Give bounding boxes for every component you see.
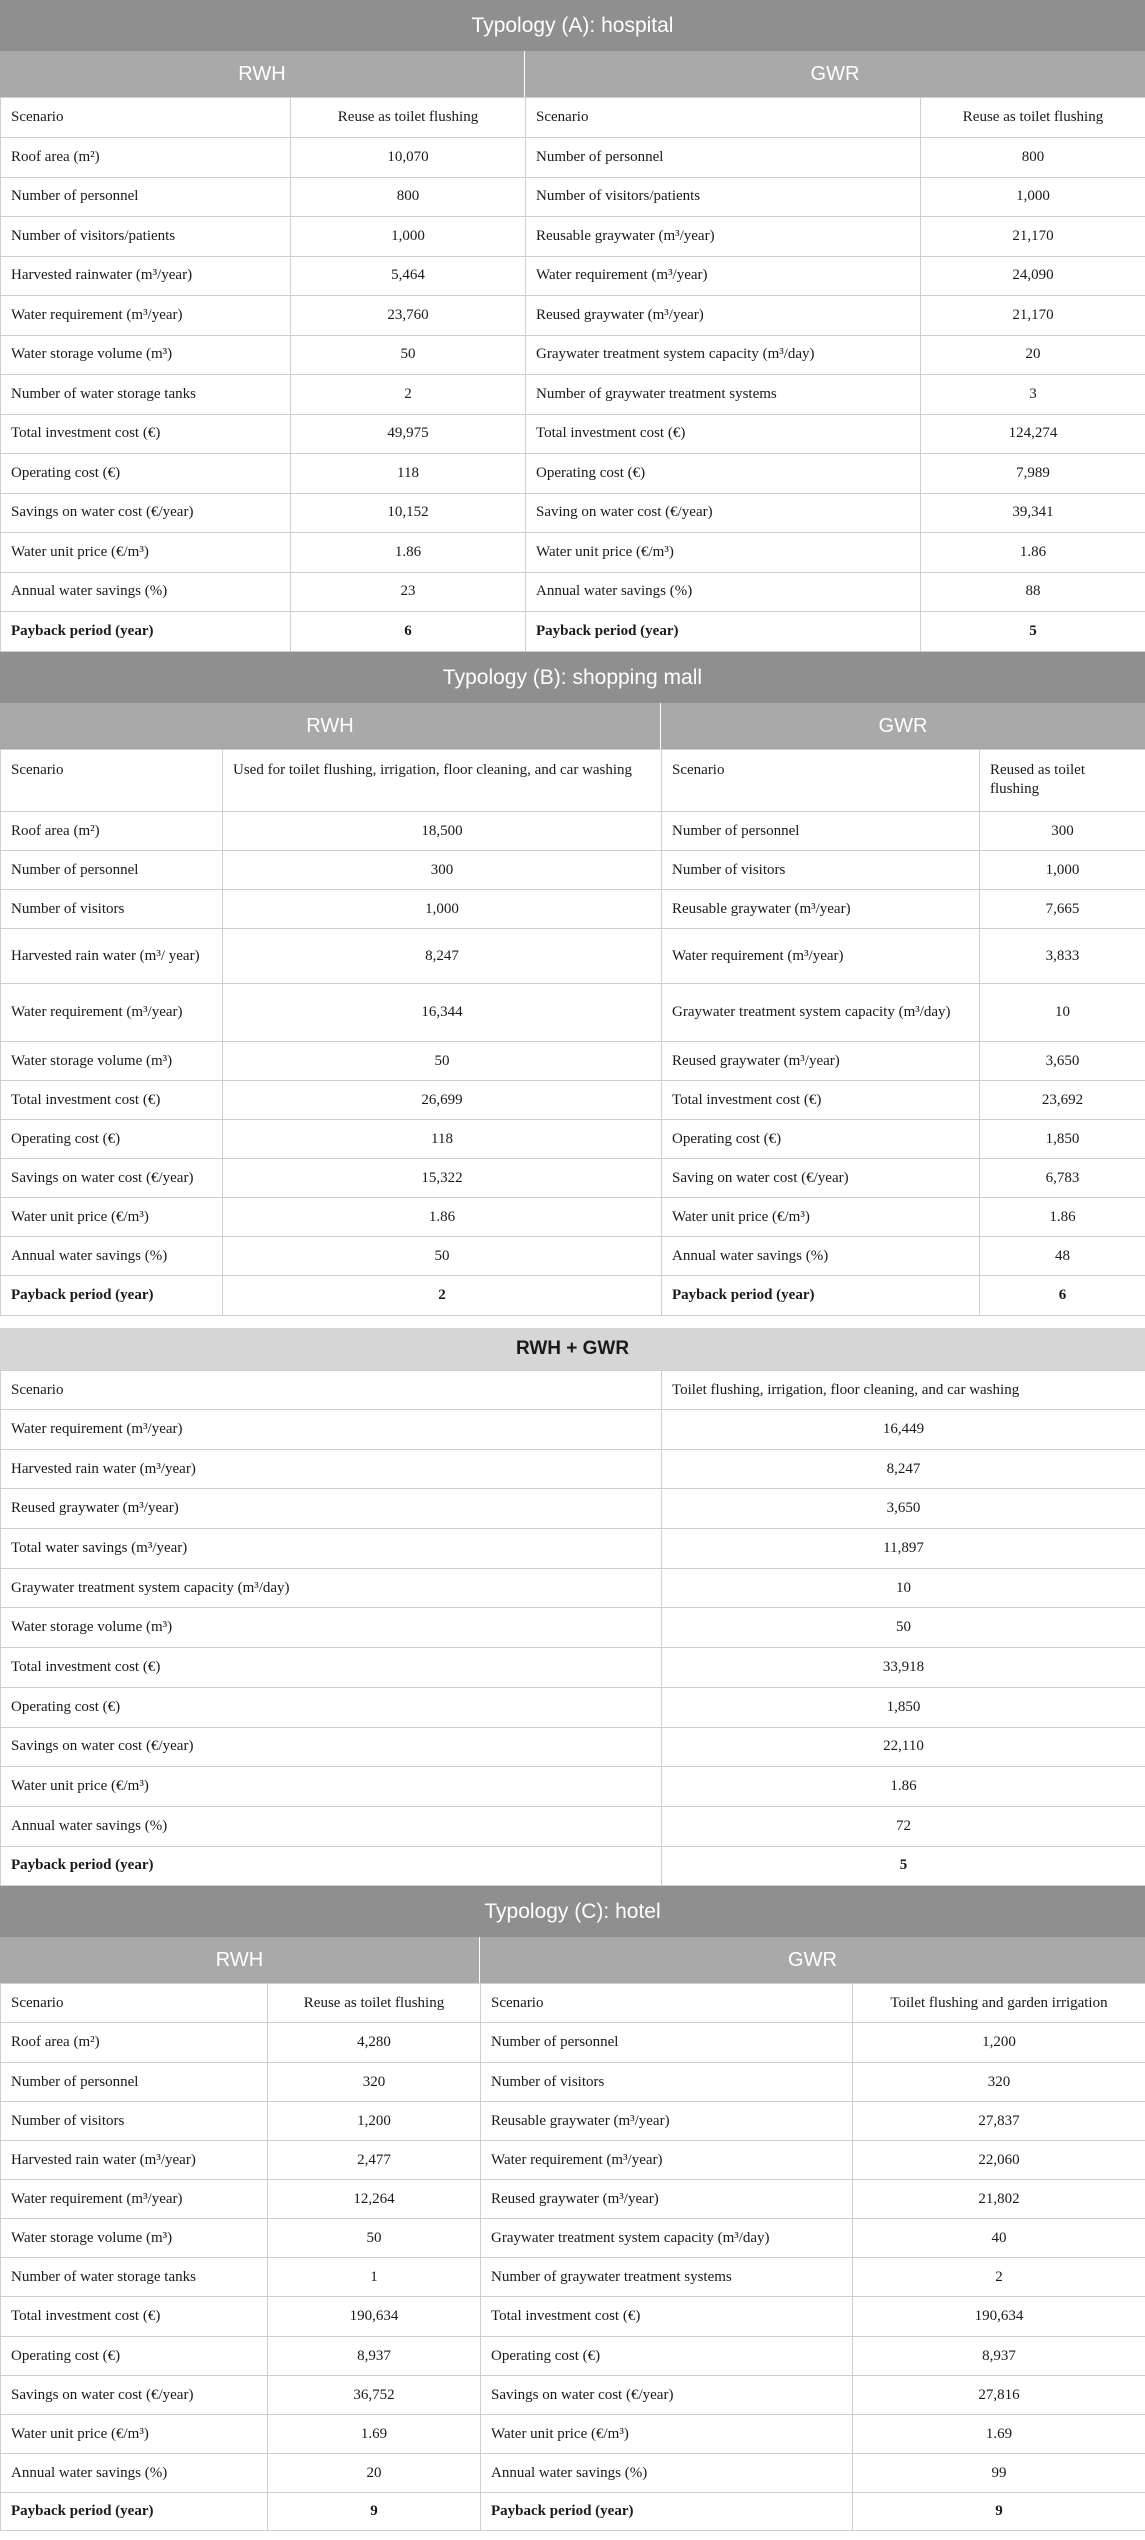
combined-scenario-value: Toilet flushing, irrigation, floor cleaning, and car washing [662,1371,1145,1410]
mall-rwh-heading: RWH [0,703,661,749]
gwr-row-value: 5 [921,612,1145,652]
scenario-row [1,750,1145,812]
gwr-row-label: Reusable graywater (m³/year) [526,217,921,257]
rwh-row-label: Operating cost (€) [1,454,291,494]
gwr-row-value: 99 [853,2454,1145,2493]
rwh-row-label: Water storage volume (m³) [1,2219,268,2258]
table-row [1,2180,1145,2219]
gwr-row-value: 190,634 [853,2297,1145,2337]
combined-row-value: 33,918 [662,1648,1145,1688]
rwh-scenario-value: Used for toilet flushing, irrigation, floor cleaning, and car washing [223,750,662,812]
combined-scenario-label: Scenario [1,1371,662,1410]
rwh-row-label: Roof area (m²) [1,2023,268,2063]
combined-row-label: Harvested rain water (m³/year) [1,1449,662,1489]
rwh-row-value: 9 [268,2493,481,2531]
gwr-row-value: 300 [980,812,1145,851]
rwh-row-value: 320 [268,2063,481,2102]
gwr-row-label: Total investment cost (€) [662,1081,980,1120]
rwh-row-label: Total investment cost (€) [1,414,291,454]
table-row [1,851,1145,890]
rwh-scenario-value: Reuse as toilet flushing [268,1984,481,2023]
gwr-row-label: Annual water savings (%) [481,2454,853,2493]
hospital-gwr-heading: GWR [525,51,1145,97]
combined-row-value: 16,449 [662,1410,1145,1450]
gwr-row-label: Graywater treatment system capacity (m³/day) [481,2219,853,2258]
rwh-row-label: Payback period (year) [1,612,291,652]
table-row [1,2297,1145,2337]
table-row [1,1237,1145,1276]
rwh-row-label: Harvested rainwater (m³/year) [1,256,291,296]
gwr-row-value: 6 [980,1276,1145,1316]
rwh-row-label: Number of visitors/patients [1,217,291,257]
rwh-row-value: 49,975 [291,414,526,454]
hospital-title: Typology (A): hospital [0,0,1145,52]
table-row [1,2141,1145,2180]
table-row [1,572,1145,612]
rwh-row-label: Number of personnel [1,2063,268,2102]
rwh-row-value: 8,247 [223,929,662,984]
rwh-row-value: 1.69 [268,2415,481,2454]
table-row [1,138,1145,178]
gwr-row-label: Water requirement (m³/year) [662,929,980,984]
rwh-row-value: 2 [291,375,526,415]
table-row [1,533,1145,573]
rwh-row-label: Water requirement (m³/year) [1,2180,268,2219]
gwr-row-label: Annual water savings (%) [662,1237,980,1276]
rwh-row-value: 118 [291,454,526,494]
rwh-row-label: Number of visitors [1,890,223,929]
gwr-row-value: 21,170 [921,217,1145,257]
rwh-row-value: 4,280 [268,2023,481,2063]
combined-row-value: 22,110 [662,1727,1145,1767]
rwh-row-label: Harvested rain water (m³/year) [1,2141,268,2180]
combined-row-label: Water storage volume (m³) [1,1608,662,1648]
gwr-row-value: 27,837 [853,2102,1145,2141]
gwr-row-label: Graywater treatment system capacity (m³/day) [526,335,921,375]
rwh-row-value: 36,752 [268,2376,481,2415]
hotel-table [0,1983,1145,2531]
rwh-row-value: 23 [291,572,526,612]
gwr-row-value: 9 [853,2493,1145,2531]
rwh-row-value: 10,152 [291,493,526,533]
gwr-row-label: Savings on water cost (€/year) [481,2376,853,2415]
table-row [1,1120,1145,1159]
gwr-row-value: 3 [921,375,1145,415]
table-row [1,1159,1145,1198]
table-row [1,1198,1145,1237]
rwh-row-label: Annual water savings (%) [1,2454,268,2493]
gwr-row-value: 1,850 [980,1120,1145,1159]
gwr-row-value: 88 [921,572,1145,612]
scenario-row [1,1984,1145,2023]
gwr-row-value: 1.86 [980,1198,1145,1237]
table-row [1,2102,1145,2141]
rwh-scenario-label: Scenario [1,98,291,138]
table-row [1,2376,1145,2415]
gwr-row-value: 2 [853,2258,1145,2297]
rwh-row-value: 18,500 [223,812,662,851]
table-row [1,1042,1145,1081]
table-row [1,1608,1145,1648]
table-row [1,1449,1145,1489]
hotel-gwr-heading: GWR [480,1937,1145,1983]
gwr-row-value: 1,000 [980,851,1145,890]
table-row [1,1529,1145,1569]
rwh-row-value: 1.86 [291,533,526,573]
gwr-row-value: 23,692 [980,1081,1145,1120]
table-row [1,984,1145,1042]
combined-row-label: Operating cost (€) [1,1687,662,1727]
gwr-row-value: 21,802 [853,2180,1145,2219]
rwh-row-value: 2 [223,1276,662,1316]
rwh-row-value: 2,477 [268,2141,481,2180]
gwr-row-label: Payback period (year) [481,2493,853,2531]
table-row [1,2454,1145,2493]
hotel-title: Typology (C): hotel [0,1886,1145,1938]
table-row [1,296,1145,336]
combined-row-label: Water unit price (€/m³) [1,1767,662,1807]
table-row [1,493,1145,533]
rwh-scenario-label: Scenario [1,750,223,812]
combined-row-value: 10 [662,1568,1145,1608]
hospital-table [0,97,1145,652]
gwr-row-value: 24,090 [921,256,1145,296]
combined-row-value: 1,850 [662,1687,1145,1727]
gwr-scenario-label: Scenario [662,750,980,812]
table-row [1,612,1145,652]
rwh-row-value: 1,200 [268,2102,481,2141]
gwr-scenario-value: Reuse as toilet flushing [921,98,1145,138]
rwh-row-value: 50 [223,1042,662,1081]
table-row [1,1410,1145,1450]
rwh-row-label: Number of visitors [1,2102,268,2141]
table-row [1,375,1145,415]
gwr-row-label: Reusable graywater (m³/year) [662,890,980,929]
rwh-row-value: 23,760 [291,296,526,336]
rwh-row-value: 1,000 [291,217,526,257]
rwh-row-label: Annual water savings (%) [1,1237,223,1276]
gwr-row-label: Saving on water cost (€/year) [526,493,921,533]
hospital-rwh-heading: RWH [0,51,525,97]
rwh-row-value: 26,699 [223,1081,662,1120]
gwr-row-label: Number of visitors [662,851,980,890]
gwr-row-value: 10 [980,984,1145,1042]
gwr-row-value: 39,341 [921,493,1145,533]
gwr-row-value: 8,937 [853,2337,1145,2376]
gwr-row-label: Number of personnel [481,2023,853,2063]
scenario-row [1,98,1145,138]
gwr-scenario-value: Toilet flushing and garden irrigation [853,1984,1145,2023]
combined-row-value: 3,650 [662,1489,1145,1529]
rwh-row-label: Total investment cost (€) [1,1081,223,1120]
rwh-row-label: Number of personnel [1,851,223,890]
table-row [1,256,1145,296]
gwr-row-value: 124,274 [921,414,1145,454]
table-row [1,1568,1145,1608]
gwr-row-value: 7,989 [921,454,1145,494]
rwh-row-label: Number of water storage tanks [1,375,291,415]
rwh-row-label: Payback period (year) [1,2493,268,2531]
rwh-row-label: Savings on water cost (€/year) [1,1159,223,1198]
table-row [1,1846,1145,1886]
rwh-row-label: Savings on water cost (€/year) [1,2376,268,2415]
combined-row-value: 8,247 [662,1449,1145,1489]
rwh-row-label: Savings on water cost (€/year) [1,493,291,533]
gwr-row-label: Number of personnel [526,138,921,178]
gwr-row-label: Water unit price (€/m³) [481,2415,853,2454]
table-row [1,177,1145,217]
rwh-row-value: 50 [223,1237,662,1276]
rwh-row-label: Operating cost (€) [1,1120,223,1159]
rwh-row-label: Annual water savings (%) [1,572,291,612]
gwr-row-label: Number of visitors/patients [526,177,921,217]
combined-row-label: Graywater treatment system capacity (m³/day) [1,1568,662,1608]
gwr-row-label: Payback period (year) [526,612,921,652]
combined-row-label: Savings on water cost (€/year) [1,1727,662,1767]
combined-row-label: Reused graywater (m³/year) [1,1489,662,1529]
gwr-row-value: 3,833 [980,929,1145,984]
rwh-row-label: Water unit price (€/m³) [1,533,291,573]
gwr-row-value: 1.86 [921,533,1145,573]
rwh-row-value: 50 [268,2219,481,2258]
table-row [1,2493,1145,2531]
rwh-row-label: Roof area (m²) [1,138,291,178]
combined-row-label: Total water savings (m³/year) [1,1529,662,1569]
rwh-row-value: 8,937 [268,2337,481,2376]
combined-heading: RWH + GWR [0,1328,1145,1370]
rwh-row-value: 15,322 [223,1159,662,1198]
table-row [1,1081,1145,1120]
gwr-row-label: Total investment cost (€) [526,414,921,454]
rwh-row-label: Number of personnel [1,177,291,217]
rwh-row-label: Water storage volume (m³) [1,1042,223,1081]
rwh-row-value: 16,344 [223,984,662,1042]
rwh-row-value: 6 [291,612,526,652]
table-row [1,2337,1145,2376]
gwr-row-label: Operating cost (€) [526,454,921,494]
gwr-row-value: 48 [980,1237,1145,1276]
mall-table [0,749,1145,1316]
rwh-row-value: 12,264 [268,2180,481,2219]
table-row [1,1806,1145,1846]
table-row [1,929,1145,984]
mall-title: Typology (B): shopping mall [0,652,1145,704]
gwr-row-label: Payback period (year) [662,1276,980,1316]
rwh-row-value: 1 [268,2258,481,2297]
combined-row-value: 1.86 [662,1767,1145,1807]
gwr-row-label: Number of graywater treatment systems [481,2258,853,2297]
rwh-row-label: Water unit price (€/m³) [1,1198,223,1237]
gwr-row-value: 27,816 [853,2376,1145,2415]
gwr-row-value: 3,650 [980,1042,1145,1081]
table-row [1,1687,1145,1727]
gwr-row-label: Operating cost (€) [481,2337,853,2376]
table-row [1,1767,1145,1807]
rwh-row-label: Harvested rain water (m³/ year) [1,929,223,984]
gwr-row-label: Operating cost (€) [662,1120,980,1159]
rwh-row-label: Payback period (year) [1,1276,223,1316]
gwr-row-label: Total investment cost (€) [481,2297,853,2337]
gwr-row-label: Water requirement (m³/year) [481,2141,853,2180]
combined-row-label: Annual water savings (%) [1,1806,662,1846]
gwr-row-label: Reused graywater (m³/year) [526,296,921,336]
gwr-row-value: 20 [921,335,1145,375]
rwh-row-label: Water requirement (m³/year) [1,296,291,336]
gwr-row-label: Number of graywater treatment systems [526,375,921,415]
combined-row-value: 5 [662,1846,1145,1886]
table-row [1,2415,1145,2454]
table-row [1,1489,1145,1529]
rwh-row-value: 118 [223,1120,662,1159]
gwr-row-value: 1.69 [853,2415,1145,2454]
rwh-row-label: Roof area (m²) [1,812,223,851]
gwr-row-label: Reused graywater (m³/year) [662,1042,980,1081]
gwr-row-label: Number of visitors [481,2063,853,2102]
rwh-row-value: 190,634 [268,2297,481,2337]
table-row [1,2023,1145,2063]
gwr-row-label: Number of personnel [662,812,980,851]
rwh-row-label: Water storage volume (m³) [1,335,291,375]
gwr-row-value: 1,000 [921,177,1145,217]
gwr-row-label: Graywater treatment system capacity (m³/day) [662,984,980,1042]
rwh-scenario-label: Scenario [1,1984,268,2023]
rwh-scenario-value: Reuse as toilet flushing [291,98,526,138]
combined-row-label: Payback period (year) [1,1846,662,1886]
rwh-row-value: 5,464 [291,256,526,296]
rwh-row-label: Total investment cost (€) [1,2297,268,2337]
rwh-row-value: 1.86 [223,1198,662,1237]
combined-table [0,1370,1145,1886]
gwr-row-value: 7,665 [980,890,1145,929]
rwh-row-value: 50 [291,335,526,375]
table-row [1,2258,1145,2297]
gwr-scenario-label: Scenario [481,1984,853,2023]
rwh-row-label: Number of water storage tanks [1,2258,268,2297]
gwr-row-value: 40 [853,2219,1145,2258]
rwh-row-label: Water requirement (m³/year) [1,984,223,1042]
mall-gwr-heading: GWR [661,703,1145,749]
gwr-row-value: 6,783 [980,1159,1145,1198]
scenario-row [1,1371,1145,1410]
table-row [1,1276,1145,1316]
rwh-row-value: 300 [223,851,662,890]
rwh-row-value: 800 [291,177,526,217]
gwr-row-label: Reused graywater (m³/year) [481,2180,853,2219]
rwh-row-label: Water unit price (€/m³) [1,2415,268,2454]
gwr-row-value: 1,200 [853,2023,1145,2063]
gwr-row-label: Reusable graywater (m³/year) [481,2102,853,2141]
combined-row-value: 11,897 [662,1529,1145,1569]
combined-row-value: 50 [662,1608,1145,1648]
gwr-row-label: Water unit price (€/m³) [662,1198,980,1237]
gwr-scenario-label: Scenario [526,98,921,138]
table-row [1,2063,1145,2102]
gwr-scenario-value: Reused as toilet flushing [980,750,1145,812]
rwh-row-value: 1,000 [223,890,662,929]
rwh-row-value: 20 [268,2454,481,2493]
table-row [1,1727,1145,1767]
gwr-row-value: 320 [853,2063,1145,2102]
table-row [1,1648,1145,1688]
table-row [1,414,1145,454]
gwr-row-label: Water requirement (m³/year) [526,256,921,296]
gwr-row-value: 22,060 [853,2141,1145,2180]
rwh-row-value: 10,070 [291,138,526,178]
table-row [1,454,1145,494]
hotel-rwh-heading: RWH [0,1937,480,1983]
combined-row-label: Total investment cost (€) [1,1648,662,1688]
combined-row-label: Water requirement (m³/year) [1,1410,662,1450]
table-row [1,812,1145,851]
table-row [1,217,1145,257]
gwr-row-value: 800 [921,138,1145,178]
table-row [1,2219,1145,2258]
rwh-row-label: Operating cost (€) [1,2337,268,2376]
gwr-row-label: Annual water savings (%) [526,572,921,612]
combined-row-value: 72 [662,1806,1145,1846]
table-row [1,335,1145,375]
gwr-row-label: Saving on water cost (€/year) [662,1159,980,1198]
table-row [1,890,1145,929]
gwr-row-label: Water unit price (€/m³) [526,533,921,573]
gwr-row-value: 21,170 [921,296,1145,336]
